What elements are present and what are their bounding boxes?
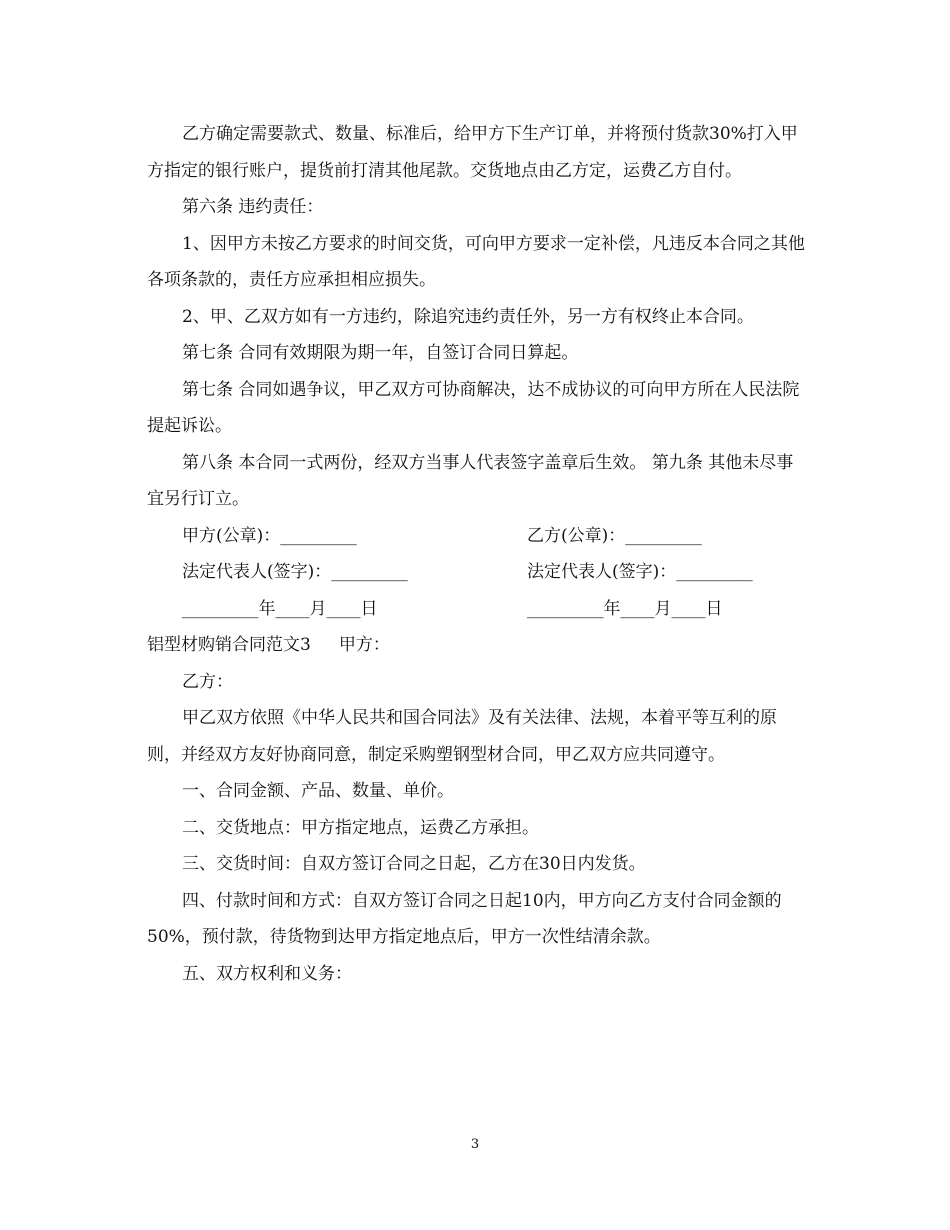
- signature-rep-row: [147, 554, 807, 591]
- signature-date-row: [147, 591, 807, 628]
- section-title: 铝型材购销合同范文3: [147, 635, 311, 655]
- clause-four: 四、付款时间和方式：自双方签订合同之日起10内，甲方向乙方支付合同金额的50%，预付款，待货物到达甲方指定地点后，甲方一次性结清余款。: [147, 890, 782, 947]
- section-party-b: 乙方：: [182, 671, 233, 692]
- clause-five: 五、双方权利和义务：: [182, 963, 352, 984]
- party-b-date: _________年____月____日: [527, 598, 723, 619]
- clause-one: 一、合同金额、产品、数量、单价。: [182, 781, 454, 801]
- paragraph-preamble: 甲乙双方依照《中华人民共和国合同法》及有关法律、法规，本着平等互利的原则，并经双方友好协商同意，制定采购塑钢型材合同，甲乙双方应共同遵守。: [147, 708, 777, 765]
- page-number: 3: [470, 1137, 480, 1152]
- party-b-representative: 法定代表人(签字)：_________: [527, 562, 753, 582]
- paragraph-breach-1: 1、因甲方未按乙方要求的时间交货，可向甲方要求一定补偿，凡违反本合同之其他各项条款的，责任方应承担相应损失。: [147, 233, 805, 290]
- section-party-a: 甲方：: [338, 635, 390, 655]
- clause-two: 二、交货地点：甲方指定地点，运费乙方承担。: [182, 817, 539, 838]
- article-seven-validity: 第七条 合同有效期限为期一年，自签订合同日算起。: [182, 343, 579, 363]
- document-body: [147, 116, 807, 992]
- clause-three: 三、交货时间：自双方签订合同之日起，乙方在30日内发货。: [182, 854, 646, 874]
- paragraph-breach-2: 2、甲、乙双方如有一方违约，除追究违约责任外，另一方有权终止本合同。: [182, 306, 754, 327]
- paragraph-order-payment: 乙方确定需要款式、数量、标准后，给甲方下生产订单，并将预付货款30%打入甲方指定的银行账户，提货前打清其他尾款。交货地点由乙方定，运费乙方自付。: [147, 124, 798, 181]
- article-seven-dispute: 第七条 合同如遇争议，甲乙双方可协商解决，达不成协议的可向甲方所在人民法院提起诉讼。: [147, 379, 800, 436]
- section-title-line: [147, 627, 807, 664]
- party-a-date: _________年____月____日: [182, 598, 378, 619]
- article-six-heading: 第六条 违约责任：: [182, 197, 324, 217]
- party-a-representative: 法定代表人(签字)：_________: [182, 562, 408, 582]
- article-eight-nine: 第八条 本合同一式两份，经双方当事人代表签字盖章后生效。 第九条 其他未尽事宜另行订立。: [147, 452, 794, 509]
- party-b-seal: 乙方(公章)：_________: [527, 525, 702, 546]
- party-a-seal: 甲方(公章)：_________: [182, 525, 357, 546]
- signature-seal-row: [147, 518, 807, 555]
